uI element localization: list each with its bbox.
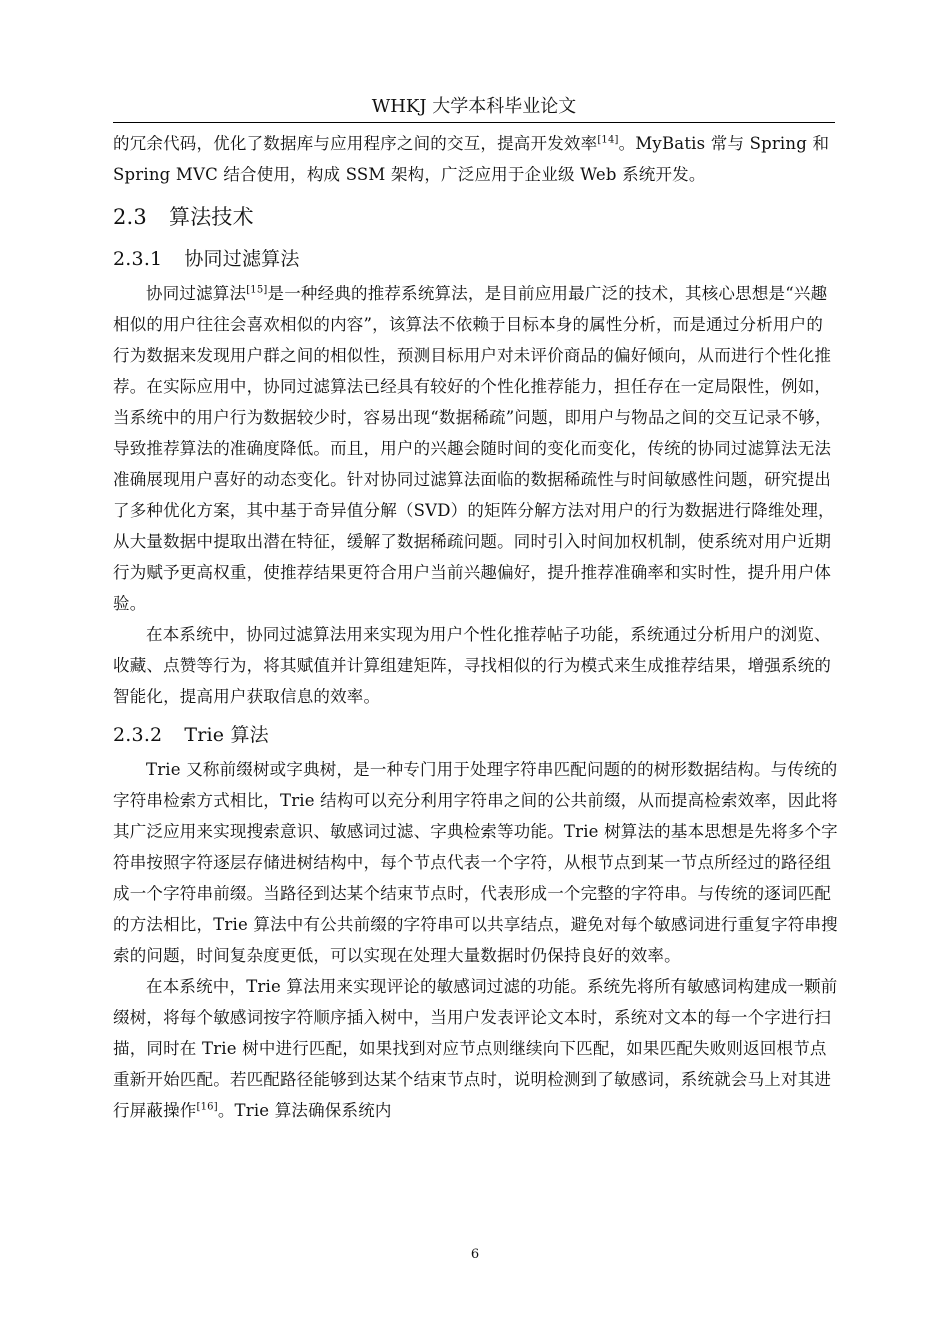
paragraph-trie-2: 在本系统中，Trie 算法用来实现评论的敏感词过滤的功能。系统先将所有敏感词构建成一颗前缀树，将每个敏感词按字符顺序插入树中，当用户发表评论文本时，系统对文本的每一个字进行扫描，同时在 Trie 树中进行匹配，如果找到对应节点则继续向下匹配，如果匹配失败则返回根节点重新开始匹配。若匹配路径能够到达某个结束节点时，说明检测到了敏感词，系统就会马上对其进行屏蔽操作[16]。Trie 算法确保系统内	[113, 977, 838, 1120]
page-header: WHKJ 大学本科毕业论文	[113, 94, 835, 123]
paragraph-cf-1: 协同过滤算法[15]是一种经典的推荐系统算法，是目前应用最广泛的技术，其核心思想是“兴趣相似的用户往往会喜欢相似的内容”，该算法不依赖于目标本身的属性分析，而是通过分析用户的行为数据来发现用户群之间的相似性，预测目标用户对未评价商品的偏好倾向，从而进行个性化推荐。在实际应用中，协同过滤算法已经具有较好的个性化推荐能力，担任存在一定局限性，例如，当系统中的用户行为数据较少时，容易出现“数据稀疏”问题，即用户与物品之间的交互记录不够，导致推荐算法的准确度降低。而且，用户的兴趣会随时间的变化而变化，传统的协同过滤算法无法准确展现用户喜好的动态变化。针对协同过滤算法面临的数据稀疏性与时间敏感性问题，研究提出了多种优化方案，其中基于奇异值分解（SVD）的矩阵分解方法对用户的行为数据进行降维处理，从大量数据中提取出潜在特征，缓解了数据稀疏问题。同时引入时间加权机制，使系统对用户近期行为赋予更高权重，使推荐结果更符合用户当前兴趣偏好，提升推荐准确率和实时性，提升用户体验。	[113, 284, 835, 613]
section-heading: 2.3 算法技术	[113, 205, 254, 229]
subsection-heading: 2.3.1 协同过滤算法	[113, 248, 300, 270]
paragraph-trie-1: Trie 又称前缀树或字典树，是一种专门用于处理字符串匹配问题的的树形数据结构。与传统的字符串检索方式相比，Trie 结构可以充分利用字符串之间的公共前缀，从而提高检索效率，因此将其广泛应用来实现搜索意识、敏感词过滤、字典检索等功能。Trie 树算法的基本思想是先将多个字符串按照字符逐层存储进树结构中，每个节点代表一个字符，从根节点到某一节点所经过的路径组成一个字符串前缀。当路径到达某个结束节点时，代表形成一个完整的字符串。与传统的逐词匹配的方法相比，Trie 算法中有公共前缀的字符串可以共享结点，避免对每个敏感词进行重复字符串搜索的问题，时间复杂度更低，可以实现在处理大量数据时仍保持良好的效率。	[113, 760, 838, 965]
paragraph-intro: 的冗余代码，优化了数据库与应用程序之间的交互，提高开发效率[14]。MyBatis 常与 Spring 和 Spring MVC 结合使用，构成 SSM 架构，广泛应用于企业级 Web 系统开发。	[113, 134, 830, 184]
page-body	[113, 128, 838, 1126]
citation: [16]	[196, 1101, 218, 1113]
paragraph-cf-2: 在本系统中，协同过滤算法用来实现为用户个性化推荐帖子功能，系统通过分析用户的浏览、收藏、点赞等行为，将其赋值并计算组建矩阵，寻找相似的行为模式来生成推荐结果，增强系统的智能化，提高用户获取信息的效率。	[113, 625, 832, 706]
citation: [15]	[246, 284, 268, 296]
citation: [14]	[597, 134, 619, 146]
subsection-heading: 2.3.2 Trie 算法	[113, 724, 269, 746]
page-number: 6	[470, 1247, 480, 1262]
